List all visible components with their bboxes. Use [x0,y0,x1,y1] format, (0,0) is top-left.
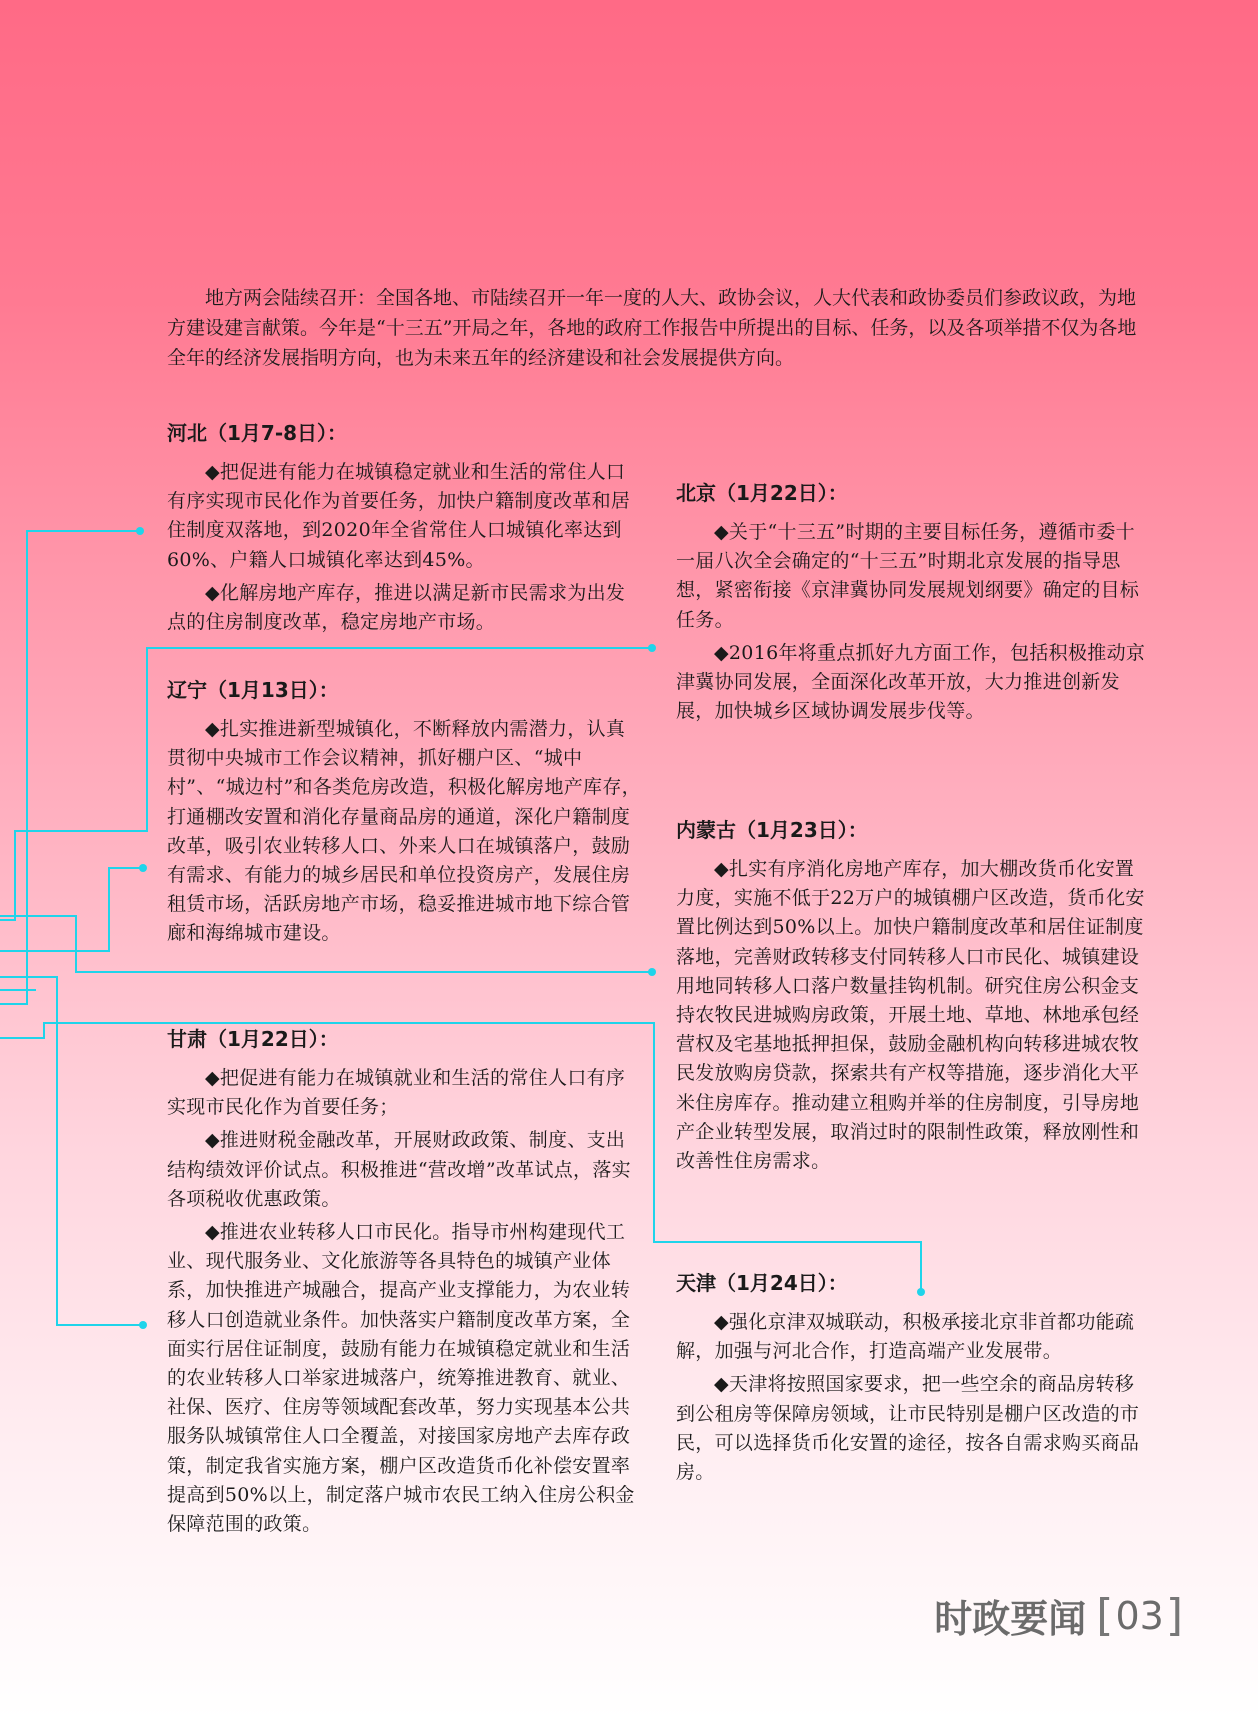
section-gansu [167,1024,643,1543]
section-paragraph: ◆把促进有能力在城镇就业和生活的常住人口有序实现市民化作为首要任务； [167,1067,626,1119]
connector-dot-gansu [139,1321,147,1329]
section-paragraph: ◆天津将按照国家要求，把一些空余的商品房转移到公租房等保障房领域，让市民特别是棚户区改造的市民，可以选择货币化安置的途径，按各自需求购买商品房。 [676,1373,1140,1484]
connector-hebei [0,531,140,1004]
section-hebei [167,418,643,641]
section-title: 内蒙古（1月23日）： [676,818,868,842]
connector-dot-neimenggu [648,968,656,976]
section-paragraph: ◆扎实推进新型城镇化，不断释放内需潜力，认真贯彻中央城市工作会议精神，抓好棚户区、“城中村”、“城边村”和各类危房改造，积极化解房地产库存，打通棚改安置和消化存量商品房的通道，深化户籍制度改革，吸引农业转移人口、外来人口在城镇落户，鼓励有需求、有能力的城乡居民和单位投资房产，发展住房租赁市场，活跃房地产市场，稳妥推进城市地下综合管廊和海绵城市建设。 [167,718,641,945]
section-title: 河北（1月7-8日）： [167,421,348,445]
section-title: 天津（1月24日）： [676,1271,848,1295]
section-liaoning [167,675,643,953]
page-footer [934,1588,1183,1643]
section-paragraph: ◆2016年将重点抓好九方面工作，包括积极推动京津冀协同发展，全面深化改革开放，大力推进创新发展，加快城乡区域协调发展步伐等。 [676,641,1146,723]
footer-bracket-close: ] [1165,1590,1183,1641]
section-paragraph: ◆化解房地产库存，推进以满足新市民需求为出发点的住房制度改革，稳定房地产市场。 [167,581,626,634]
section-title: 辽宁（1月13日）： [167,678,339,702]
section-tianjin [676,1268,1152,1491]
section-title: 甘肃（1月22日）： [167,1027,339,1051]
section-paragraph: ◆扎实有序消化房地产库存，加大棚改货币化安置力度，实施不低于22万户的城镇棚户区改造，货币化安置比例达到50%以上。加快户籍制度改革和居住证制度落地，完善财政转移支付同转移人口市民化、城镇建设用地同转移人口落户数量挂钩机制。研究住房公积金支持农牧民进城购房政策，开展土地、草地、林地承包经营权及宅基地抵押担保，鼓励金融机构向转移进城农牧民发放购房贷款，探索共有产权等措施，逐步消化大平米住房库存。推动建立租购并举的住房制度，引导房地产企业转型发展，取消过时的限制性政策，释放刚性和改善性住房需求。 [676,858,1145,1173]
section-paragraph: ◆把促进有能力在城镇稳定就业和生活的常住人口有序实现市民化作为首要任务，加快户籍制度改革和居住制度双落地，到2020年全省常住人口城镇化率达到60%、户籍人口城镇化率达到45%。 [167,461,631,571]
section-paragraph: ◆强化京津双城联动，积极承接北京非首都功能疏解，加强与河北合作，打造高端产业发展带。 [676,1311,1135,1363]
intro-paragraph: 地方两会陆续召开：全国各地、市陆续召开一年一度的人大、政协会议，人大代表和政协委员们参政议政，为地方建设建言献策。今年是“十三五”开局之年，各地的政府工作报告中所提出的目标、任务，以及各项举措不仅为各地全年的经济发展指明方向，也为未来五年的经济建设和社会发展提供方向。 [167,287,1137,369]
connector-liaoning [0,868,143,951]
connector-gansu [0,977,143,1325]
connector-dot-hebei [136,527,144,535]
section-beijing [676,478,1152,730]
footer-bracket-open: [ [1096,1590,1114,1641]
footer-section-name: 时政要闻 [934,1597,1087,1641]
section-paragraph: ◆推进农业转移人口市民化。指导市州构建现代工业、现代服务业、文化旅游等各具特色的城镇产业体系，加快推进产城融合，提高产业支撑能力，为农业转移人口创造就业条件。加快落实户籍制度改革方案，全面实行居住证制度，鼓励有能力在城镇稳定就业和生活的农业转移人口举家进城落户，统筹推进教育、就业、社保、医疗、住房等领域配套改革，努力实现基本公共服务队城镇常住人口全覆盖，对接国家房地产去库存政策，制定我省实施方案，棚户区改造货币化补偿安置率提高到50%以上，制定落户城市农民工纳入住房公积金保障范围的政策。 [167,1221,635,1536]
page-number: 03 [1115,1593,1164,1638]
section-paragraph: ◆关于“十三五”时期的主要目标任务，遵循市委十一届八次全会确定的“十三五”时期北京发展的指导思想，紧密衔接《京津冀协同发展规划纲要》确定的目标任务。 [676,521,1140,631]
section-title: 北京（1月22日）： [676,481,848,505]
connector-dot-liaoning [139,864,147,872]
section-neimenggu [676,815,1152,1180]
section-paragraph: ◆推进财税金融改革，开展财政政策、制度、支出结构绩效评价试点。积极推进“营改增”改革试点，落实各项税收优惠政策。 [167,1129,631,1210]
connector-dot-beijing [648,644,656,652]
